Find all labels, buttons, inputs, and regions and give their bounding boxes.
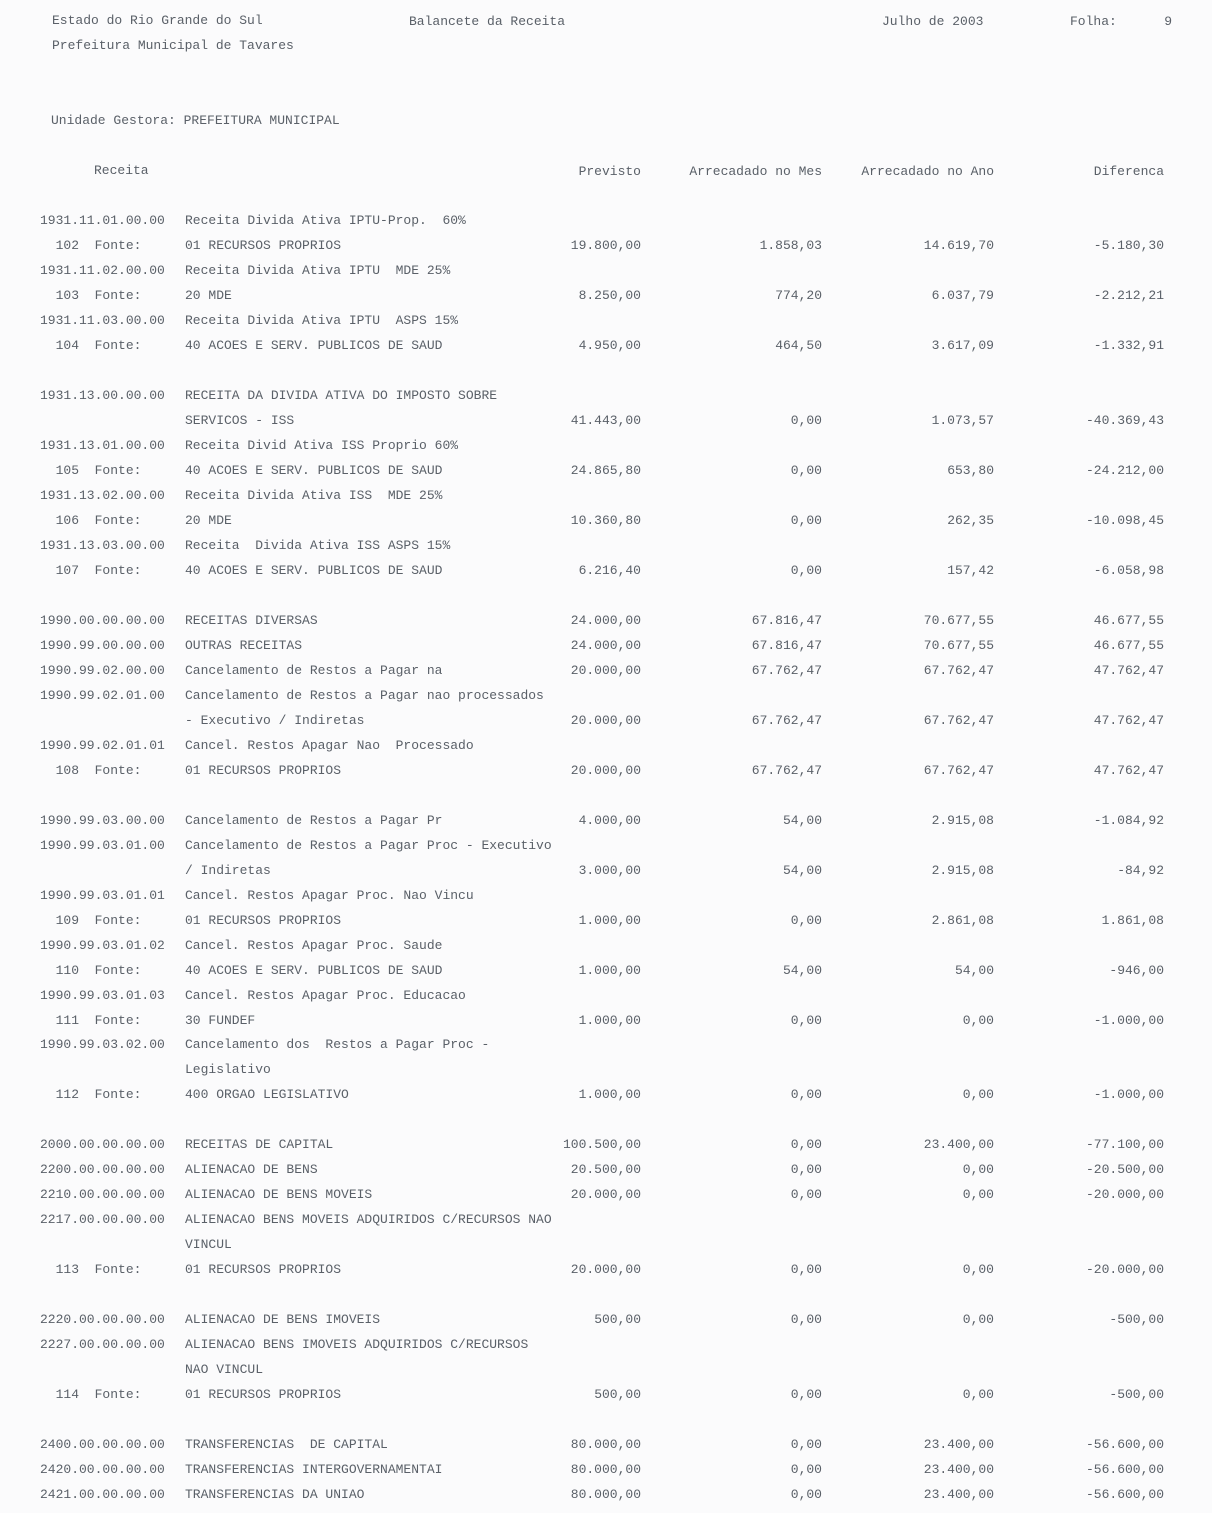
table-row: [0, 213, 1212, 233]
table-row: [0, 1037, 1212, 1057]
row-code: 2420.00.00.00.00: [40, 1462, 165, 1477]
row-code: 1990.99.02.01.00: [40, 688, 165, 703]
row-arrecadado-ano: 0,00: [962, 1013, 994, 1028]
table-row: [0, 238, 1212, 258]
row-arrecadado-mes: 67.816,47: [751, 613, 822, 628]
row-description: ALIENACAO DE BENS MOVEIS: [185, 1187, 373, 1202]
row-arrecadado-mes: 0,00: [790, 1137, 822, 1152]
row-arrecadado-mes: 0,00: [790, 1087, 822, 1102]
table-row: [0, 1462, 1212, 1482]
table-row: [0, 313, 1212, 333]
row-code: 1931.11.03.00.00: [40, 313, 165, 328]
row-description: Cancel. Restos Apagar Nao Processado: [185, 738, 474, 753]
row-code: 1931.13.02.00.00: [40, 488, 165, 503]
row-description: 40 ACOES E SERV. PUBLICOS DE SAUD: [185, 563, 443, 578]
table-row: [0, 1312, 1212, 1332]
table-row: [0, 938, 1212, 958]
row-arrecadado-mes: 774,20: [775, 288, 822, 303]
row-code: 104 Fonte:: [40, 338, 142, 353]
table-row: [0, 513, 1212, 533]
table-row: [0, 988, 1212, 1008]
table-row: [0, 1062, 1212, 1082]
row-code: 2000.00.00.00.00: [40, 1137, 165, 1152]
sheet-number: 9: [1164, 14, 1172, 29]
row-code: 1990.99.03.01.02: [40, 938, 165, 953]
row-diferenca: -56.600,00: [1085, 1437, 1164, 1452]
row-code: 2421.00.00.00.00: [40, 1487, 165, 1502]
row-description: RECEITAS DE CAPITAL: [185, 1137, 334, 1152]
row-code: 103 Fonte:: [40, 288, 142, 303]
table-row: [0, 338, 1212, 358]
table-row: [0, 713, 1212, 733]
state-name: Estado do Rio Grande do Sul: [52, 13, 263, 28]
row-arrecadado-ano: 1.073,57: [931, 413, 994, 428]
row-description: Legislativo: [185, 1062, 271, 1077]
row-arrecadado-mes: 67.762,47: [751, 663, 822, 678]
table-row: [0, 738, 1212, 758]
table-row: [0, 838, 1212, 858]
row-code: 112 Fonte:: [40, 1087, 142, 1102]
row-arrecadado-mes: 0,00: [790, 1437, 822, 1452]
table-row: [0, 1162, 1212, 1182]
row-description: 20 MDE: [185, 288, 232, 303]
row-arrecadado-ano: 0,00: [962, 1312, 994, 1327]
row-diferenca: -77.100,00: [1085, 1137, 1164, 1152]
row-arrecadado-mes: 67.762,47: [751, 763, 822, 778]
table-row: [0, 1487, 1212, 1507]
row-description: Cancel. Restos Apagar Proc. Educacao: [185, 988, 466, 1003]
row-arrecadado-mes: 0,00: [790, 1387, 822, 1402]
row-arrecadado-mes: 464,50: [775, 338, 822, 353]
row-description: 01 RECURSOS PROPRIOS: [185, 763, 342, 778]
table-row: [0, 263, 1212, 283]
row-arrecadado-mes: 0,00: [790, 413, 822, 428]
row-previsto: 20.000,00: [570, 1187, 641, 1202]
row-arrecadado-ano: 54,00: [954, 963, 994, 978]
row-arrecadado-mes: 0,00: [790, 1487, 822, 1502]
row-arrecadado-ano: 653,80: [947, 463, 994, 478]
row-arrecadado-ano: 23.400,00: [923, 1137, 994, 1152]
row-arrecadado-ano: 2.915,08: [931, 863, 994, 878]
row-previsto: 24.865,80: [570, 463, 641, 478]
table-row: [0, 1237, 1212, 1257]
table-row: [0, 913, 1212, 933]
row-arrecadado-ano: 23.400,00: [923, 1487, 994, 1502]
sheet-label: Folha:: [1070, 14, 1117, 29]
row-diferenca: -500,00: [1109, 1387, 1164, 1402]
row-previsto: 24.000,00: [570, 613, 641, 628]
row-code: 2400.00.00.00.00: [40, 1437, 165, 1452]
row-arrecadado-ano: 0,00: [962, 1087, 994, 1102]
table-row: [0, 563, 1212, 583]
table-row: [0, 1187, 1212, 1207]
row-code: 2220.00.00.00.00: [40, 1312, 165, 1327]
row-diferenca: -24.212,00: [1085, 463, 1164, 478]
row-previsto: 20.500,00: [570, 1162, 641, 1177]
row-arrecadado-ano: 3.617,09: [931, 338, 994, 353]
row-diferenca: -20.500,00: [1085, 1162, 1164, 1177]
row-arrecadado-ano: 14.619,70: [923, 238, 994, 253]
row-description: Cancel. Restos Apagar Proc. Nao Vincu: [185, 888, 474, 903]
row-code: 1931.13.01.00.00: [40, 438, 165, 453]
table-row: [0, 613, 1212, 633]
row-diferenca: -500,00: [1109, 1312, 1164, 1327]
row-arrecadado-ano: 0,00: [962, 1162, 994, 1177]
row-description: OUTRAS RECEITAS: [185, 638, 303, 653]
row-diferenca: -1.000,00: [1093, 1013, 1164, 1028]
row-arrecadado-mes: 54,00: [782, 863, 822, 878]
row-code: 114 Fonte:: [40, 1387, 142, 1402]
row-code: 1990.99.03.02.00: [40, 1037, 165, 1052]
table-row: [0, 1437, 1212, 1457]
row-description: 400 ORGAO LEGISLATIVO: [185, 1087, 349, 1102]
row-previsto: 4.950,00: [578, 338, 641, 353]
row-arrecadado-ano: 23.400,00: [923, 1437, 994, 1452]
row-arrecadado-ano: 262,35: [947, 513, 994, 528]
row-code: 2227.00.00.00.00: [40, 1337, 165, 1352]
row-previsto: 20.000,00: [570, 713, 641, 728]
row-description: NAO VINCUL: [185, 1362, 264, 1377]
table-row: [0, 1262, 1212, 1282]
row-description: Cancelamento de Restos a Pagar nao processados: [185, 688, 544, 703]
row-arrecadado-mes: 0,00: [790, 1262, 822, 1277]
row-code: 110 Fonte:: [40, 963, 142, 978]
table-row: [0, 413, 1212, 433]
row-diferenca: -20.000,00: [1085, 1262, 1164, 1277]
row-arrecadado-mes: 67.762,47: [751, 713, 822, 728]
row-code: 1990.99.02.01.01: [40, 738, 165, 753]
row-description: - Executivo / Indiretas: [185, 713, 365, 728]
row-description: / Indiretas: [185, 863, 271, 878]
table-row: [0, 538, 1212, 558]
row-code: 106 Fonte:: [40, 513, 142, 528]
row-description: RECEITAS DIVERSAS: [185, 613, 318, 628]
row-diferenca: -1.000,00: [1093, 1087, 1164, 1102]
table-row: [0, 388, 1212, 408]
managing-unit: Unidade Gestora: PREFEITURA MUNICIPAL: [51, 113, 340, 128]
row-description: 01 RECURSOS PROPRIOS: [185, 913, 342, 928]
row-description: Receita Divida Ativa ISS ASPS 15%: [185, 538, 451, 553]
row-diferenca: 47.762,47: [1093, 663, 1164, 678]
row-previsto: 80.000,00: [570, 1437, 641, 1452]
row-arrecadado-ano: 6.037,79: [931, 288, 994, 303]
row-description: 01 RECURSOS PROPRIOS: [185, 1387, 342, 1402]
row-description: ALIENACAO BENS IMOVEIS ADQUIRIDOS C/RECURSOS: [185, 1337, 529, 1352]
row-previsto: 10.360,80: [570, 513, 641, 528]
row-description: 01 RECURSOS PROPRIOS: [185, 238, 342, 253]
row-arrecadado-ano: 0,00: [962, 1262, 994, 1277]
row-arrecadado-mes: 0,00: [790, 1187, 822, 1202]
row-diferenca: -40.369,43: [1085, 413, 1164, 428]
row-description: TRANSFERENCIAS INTERGOVERNAMENTAI: [185, 1462, 443, 1477]
row-description: Receita Divida Ativa IPTU ASPS 15%: [185, 313, 459, 328]
report-period: Julho de 2003: [882, 14, 984, 29]
row-description: 01 RECURSOS PROPRIOS: [185, 1262, 342, 1277]
table-row: [0, 438, 1212, 458]
row-arrecadado-mes: 0,00: [790, 1162, 822, 1177]
row-diferenca: -56.600,00: [1085, 1487, 1164, 1502]
row-code: 109 Fonte:: [40, 913, 142, 928]
row-description: ALIENACAO DE BENS: [185, 1162, 318, 1177]
row-previsto: 100.500,00: [562, 1137, 641, 1152]
row-description: RECEITA DA DIVIDA ATIVA DO IMPOSTO SOBRE: [185, 388, 498, 403]
column-header-receita: Receita: [94, 163, 149, 178]
row-previsto: 1.000,00: [578, 913, 641, 928]
row-arrecadado-ano: 0,00: [962, 1387, 994, 1402]
row-diferenca: 46.677,55: [1093, 613, 1164, 628]
row-code: 1990.99.03.01.03: [40, 988, 165, 1003]
row-arrecadado-mes: 0,00: [790, 1462, 822, 1477]
row-previsto: 41.443,00: [570, 413, 641, 428]
row-description: 40 ACOES E SERV. PUBLICOS DE SAUD: [185, 963, 443, 978]
row-arrecadado-ano: 67.762,47: [923, 713, 994, 728]
row-description: 20 MDE: [185, 513, 232, 528]
row-diferenca: -84,92: [1117, 863, 1164, 878]
column-header-previsto: Previsto: [578, 164, 641, 179]
row-arrecadado-ano: 2.861,08: [931, 913, 994, 928]
table-row: [0, 763, 1212, 783]
row-diferenca: 47.762,47: [1093, 713, 1164, 728]
row-arrecadado-ano: 67.762,47: [923, 663, 994, 678]
row-diferenca: -1.332,91: [1093, 338, 1164, 353]
row-previsto: 8.250,00: [578, 288, 641, 303]
row-code: 111 Fonte:: [40, 1013, 142, 1028]
row-code: 105 Fonte:: [40, 463, 142, 478]
report-title: Balancete da Receita: [409, 14, 566, 29]
row-previsto: 6.216,40: [578, 563, 641, 578]
table-row: [0, 1013, 1212, 1033]
column-header-arrecadado-mes: Arrecadado no Mes: [689, 164, 822, 179]
row-diferenca: -1.084,92: [1093, 813, 1164, 828]
column-header-arrecadado-ano: Arrecadado no Ano: [861, 164, 994, 179]
row-code: 1990.99.03.01.01: [40, 888, 165, 903]
row-description: VINCUL: [185, 1237, 232, 1252]
row-arrecadado-ano: 2.915,08: [931, 813, 994, 828]
row-description: TRANSFERENCIAS DE CAPITAL: [185, 1437, 388, 1452]
row-previsto: 500,00: [594, 1312, 641, 1327]
row-diferenca: -10.098,45: [1085, 513, 1164, 528]
table-row: [0, 638, 1212, 658]
row-description: TRANSFERENCIAS DA UNIAO: [185, 1487, 365, 1502]
row-arrecadado-ano: 70.677,55: [923, 638, 994, 653]
row-description: 30 FUNDEF: [185, 1013, 256, 1028]
row-code: 2217.00.00.00.00: [40, 1212, 165, 1227]
row-description: ALIENACAO DE BENS IMOVEIS: [185, 1312, 381, 1327]
table-row: [0, 288, 1212, 308]
table-row: [0, 688, 1212, 708]
row-diferenca: -56.600,00: [1085, 1462, 1164, 1477]
table-row: [0, 963, 1212, 983]
row-code: 1931.11.02.00.00: [40, 263, 165, 278]
row-previsto: 4.000,00: [578, 813, 641, 828]
row-diferenca: 47.762,47: [1093, 763, 1164, 778]
table-row: [0, 1137, 1212, 1157]
row-description: Receita Divida Ativa IPTU-Prop. 60%: [185, 213, 466, 228]
municipality-name: Prefeitura Municipal de Tavares: [52, 38, 294, 53]
row-diferenca: -6.058,98: [1093, 563, 1164, 578]
row-previsto: 20.000,00: [570, 763, 641, 778]
row-description: Cancelamento dos Restos a Pagar Proc -: [185, 1037, 490, 1052]
row-arrecadado-mes: 67.816,47: [751, 638, 822, 653]
row-code: 1990.00.00.00.00: [40, 613, 165, 628]
row-code: 1931.13.03.00.00: [40, 538, 165, 553]
row-code: 2210.00.00.00.00: [40, 1187, 165, 1202]
table-row: [0, 888, 1212, 908]
row-description: 40 ACOES E SERV. PUBLICOS DE SAUD: [185, 463, 443, 478]
row-arrecadado-ano: 0,00: [962, 1187, 994, 1202]
row-arrecadado-mes: 0,00: [790, 1312, 822, 1327]
row-description: Cancelamento de Restos a Pagar Pr: [185, 813, 443, 828]
row-previsto: 1.000,00: [578, 1013, 641, 1028]
row-description: Receita Divid Ativa ISS Proprio 60%: [185, 438, 459, 453]
row-arrecadado-mes: 0,00: [790, 513, 822, 528]
table-row: [0, 1362, 1212, 1382]
row-arrecadado-mes: 0,00: [790, 913, 822, 928]
row-description: Cancelamento de Restos a Pagar Proc - Executivo: [185, 838, 552, 853]
row-code: 1990.99.03.01.00: [40, 838, 165, 853]
table-row: [0, 1087, 1212, 1107]
row-description: Receita Divida Ativa ISS MDE 25%: [185, 488, 443, 503]
table-row: [0, 663, 1212, 683]
row-code: 2200.00.00.00.00: [40, 1162, 165, 1177]
row-description: SERVICOS - ISS: [185, 413, 295, 428]
row-previsto: 19.800,00: [570, 238, 641, 253]
table-row: [0, 1337, 1212, 1357]
row-code: 1931.11.01.00.00: [40, 213, 165, 228]
row-diferenca: -946,00: [1109, 963, 1164, 978]
row-diferenca: -5.180,30: [1093, 238, 1164, 253]
row-code: 1990.99.00.00.00: [40, 638, 165, 653]
row-arrecadado-mes: 54,00: [782, 963, 822, 978]
column-header-diferenca: Diferenca: [1093, 164, 1164, 179]
row-code: 102 Fonte:: [40, 238, 142, 253]
table-row: [0, 1212, 1212, 1232]
row-previsto: 500,00: [594, 1387, 641, 1402]
row-arrecadado-ano: 23.400,00: [923, 1462, 994, 1477]
table-row: [0, 463, 1212, 483]
row-description: ALIENACAO BENS MOVEIS ADQUIRIDOS C/RECURSOS NAO: [185, 1212, 552, 1227]
row-previsto: 3.000,00: [578, 863, 641, 878]
row-arrecadado-ano: 67.762,47: [923, 763, 994, 778]
table-row: [0, 488, 1212, 508]
row-code: 113 Fonte:: [40, 1262, 142, 1277]
row-arrecadado-ano: 157,42: [947, 563, 994, 578]
row-arrecadado-mes: 54,00: [782, 813, 822, 828]
row-code: 107 Fonte:: [40, 563, 142, 578]
row-previsto: 80.000,00: [570, 1487, 641, 1502]
row-code: 108 Fonte:: [40, 763, 142, 778]
row-code: 1990.99.02.00.00: [40, 663, 165, 678]
row-diferenca: 1.861,08: [1101, 913, 1164, 928]
row-arrecadado-mes: 0,00: [790, 563, 822, 578]
table-row: [0, 863, 1212, 883]
row-description: 40 ACOES E SERV. PUBLICOS DE SAUD: [185, 338, 443, 353]
row-description: Cancelamento de Restos a Pagar na: [185, 663, 443, 678]
row-previsto: 80.000,00: [570, 1462, 641, 1477]
row-description: Cancel. Restos Apagar Proc. Saude: [185, 938, 443, 953]
row-code: 1990.99.03.00.00: [40, 813, 165, 828]
row-code: 1931.13.00.00.00: [40, 388, 165, 403]
row-description: Receita Divida Ativa IPTU MDE 25%: [185, 263, 451, 278]
row-previsto: 1.000,00: [578, 963, 641, 978]
row-arrecadado-mes: 0,00: [790, 463, 822, 478]
table-row: [0, 1387, 1212, 1407]
row-previsto: 20.000,00: [570, 1262, 641, 1277]
row-previsto: 24.000,00: [570, 638, 641, 653]
row-previsto: 1.000,00: [578, 1087, 641, 1102]
row-diferenca: -2.212,21: [1093, 288, 1164, 303]
row-previsto: 20.000,00: [570, 663, 641, 678]
row-diferenca: 46.677,55: [1093, 638, 1164, 653]
table-row: [0, 813, 1212, 833]
row-arrecadado-ano: 70.677,55: [923, 613, 994, 628]
row-arrecadado-mes: 1.858,03: [759, 238, 822, 253]
row-arrecadado-mes: 0,00: [790, 1013, 822, 1028]
row-diferenca: -20.000,00: [1085, 1187, 1164, 1202]
